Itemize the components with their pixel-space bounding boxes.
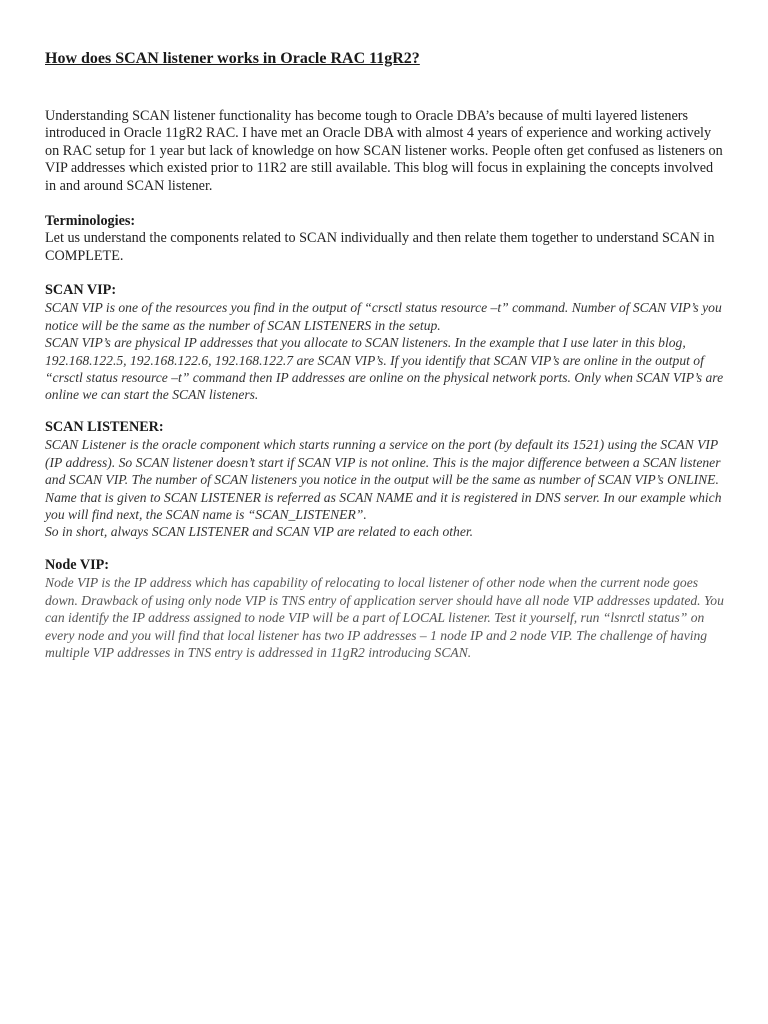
- section-paragraph: SCAN VIP is one of the resources you find in the output of “crsctl status resource –t” command. Number of SCAN VIP’s you notice will be the same as the number of SCAN LISTENERS in the setup.: [45, 300, 722, 333]
- section-scan-listener: [45, 419, 725, 541]
- section-paragraph: SCAN Listener is the oracle component which starts running a service on the port (by default its 1521) using the SCAN VIP (IP address). So SCAN listener doesn’t start if SCAN VIP is not online. This is the major difference between a SCAN listener and SCAN VIP. The number of SCAN listeners you notice in the output will be the same as number of SCAN VIP’s ONLINE. Name that is given to SCAN LISTENER is referred as SCAN NAME and it is registered in DNS server. In our example which you will find next, the SCAN name is “SCAN_LISTENER”.: [45, 437, 722, 523]
- section-paragraph: So in short, always SCAN LISTENER and SCAN VIP are related to each other.: [45, 524, 474, 540]
- section-heading: SCAN VIP:: [45, 282, 117, 298]
- section-node-vip: [45, 557, 725, 661]
- section-heading: SCAN LISTENER:: [45, 419, 164, 435]
- section-paragraph: SCAN VIP’s are physical IP addresses that you allocate to SCAN listeners. In the example that I use later in this blog, 192.168.122.5, 192.168.122.6, 192.168.122.7 are SCAN VIP’s. If you identify that SCAN VIP’s are online in the output of “crsctl status resource –t” command then IP addresses are online on the physical network ports. Only when SCAN VIP’s are online we can start the SCAN listeners.: [45, 335, 724, 403]
- intro-paragraph: Understanding SCAN listener functionality has become tough to Oracle DBA’s because of multi layered listeners introduced in Oracle 11gR2 RAC. I have met an Oracle DBA with almost 4 years of experience and working actively on RAC setup for 1 year but lack of knowledge on how SCAN listener works. People often get confused as listeners on VIP addresses which existed prior to 11R2 are still available. This blog will focus in explaining the concepts involved in and around SCAN listener.: [45, 108, 723, 194]
- section-paragraph: Let us understand the components related to SCAN individually and then relate them together to understand SCAN in COMPLETE.: [45, 230, 715, 264]
- document-title: How does SCAN listener works in Oracle RAC 11gR2?: [45, 50, 420, 67]
- section-terminologies: [45, 213, 725, 265]
- section-heading: Terminologies:: [45, 213, 136, 229]
- section-paragraph: Node VIP is the IP address which has capability of relocating to local listener of other node when the current node goes down. Drawback of using only node VIP is TNS entry of application server should have all node VIP addresses updated. You can identify the IP address assigned to node VIP will be a part of LOCAL listener. Test it yourself, run “lsnrctl status” on every node and you will find that local listener has two IP addresses – 1 node IP and 2 node VIP. The challenge of having multiple VIP addresses in TNS entry is addressed in 11gR2 introducing SCAN.: [45, 575, 724, 661]
- section-scan-vip: [45, 282, 725, 404]
- section-heading: Node VIP:: [45, 557, 109, 573]
